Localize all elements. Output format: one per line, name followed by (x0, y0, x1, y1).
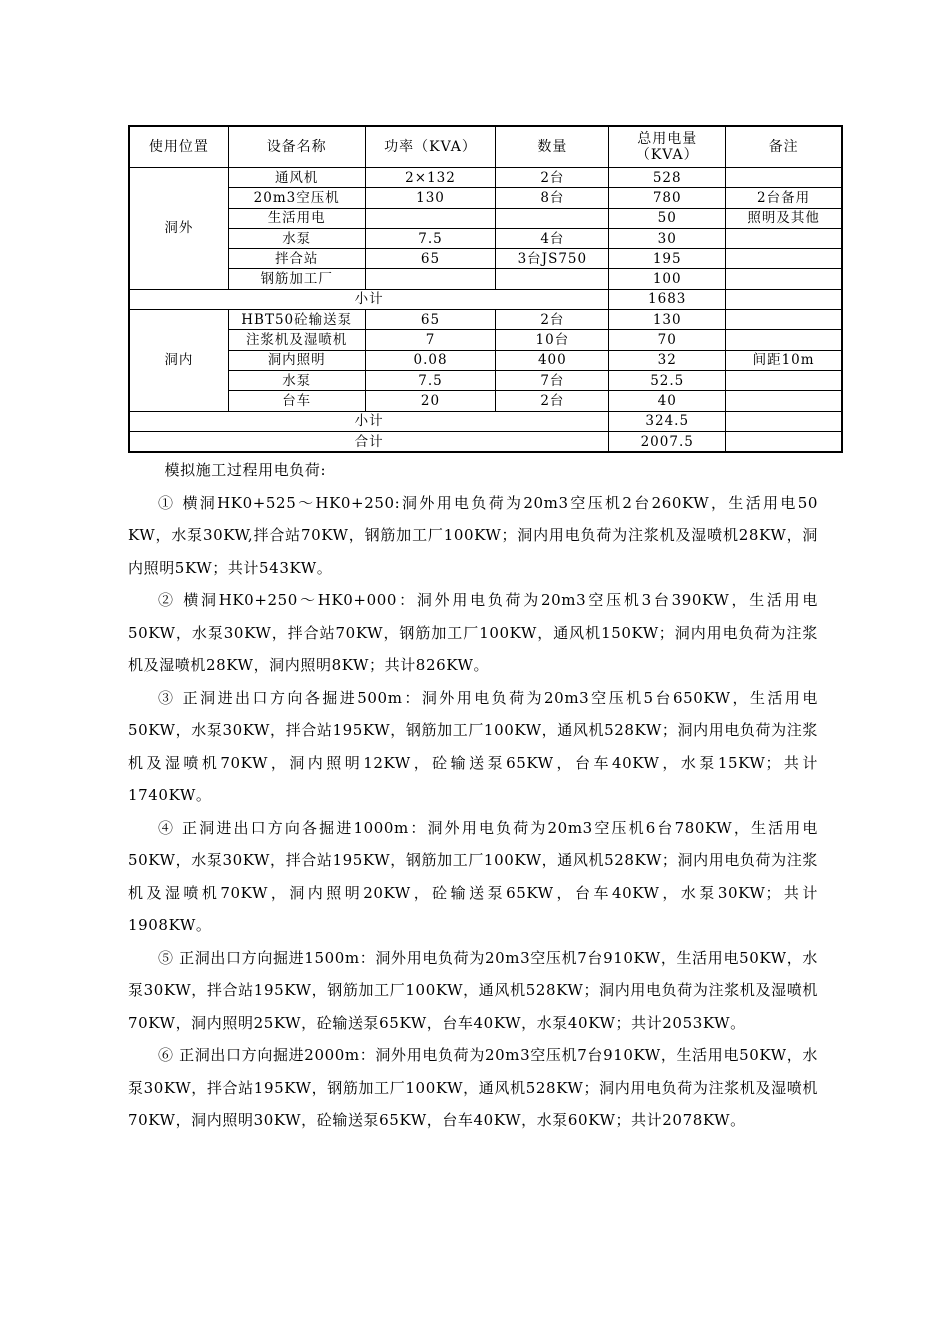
cell-name: 20m3空压机 (228, 188, 365, 208)
subtotal-label: 小计 (129, 411, 609, 431)
cell-name: 注浆机及湿喷机 (228, 330, 365, 350)
total-value: 2007.5 (609, 431, 726, 452)
paragraph-stage-4: ④ 正洞进出口方向各掘进1000m：洞外用电负荷为20m3空压机6台780KW，生活用电50KW，水泵30KW，拌合站195KW，钢筋加工厂100KW，通风机528KW；洞内用电负荷为注浆机及湿喷机70KW，洞内照明20KW，砼输送泵65KW，台车40KW，水泵30KW；共计1908KW。 (128, 818, 818, 934)
table-header-row (129, 126, 842, 168)
cell-name: 洞内照明 (228, 350, 365, 370)
subtotal-label: 小计 (129, 289, 609, 309)
total-label: 合计 (129, 431, 609, 452)
cell-qty: 2台 (496, 310, 609, 330)
cell-note (726, 330, 842, 350)
table-row (129, 330, 842, 350)
subtotal-row (129, 289, 842, 309)
cell-total: 780 (609, 188, 726, 208)
table-row (129, 188, 842, 208)
header-total-line1: 总用电量 (637, 131, 698, 147)
cell-name: 水泵 (228, 370, 365, 390)
cell-qty: 3台JS750 (496, 249, 609, 269)
cell-qty: 2台 (496, 391, 609, 411)
table-row (129, 249, 842, 269)
subtotal-row (129, 411, 842, 431)
table-row (129, 269, 842, 289)
cell-qty: 4台 (496, 228, 609, 248)
cell-qty (496, 269, 609, 289)
cell-note (726, 269, 842, 289)
table-row (129, 208, 842, 228)
total-row (129, 431, 842, 452)
cell-note: 2台备用 (726, 188, 842, 208)
cell-power: 130 (365, 188, 496, 208)
cell-note: 照明及其他 (726, 208, 842, 228)
paragraph-stage-3: ③ 正洞进出口方向各掘进500m：洞外用电负荷为20m3空压机5台650KW，生活用电50KW，水泵30KW，拌合站195KW，钢筋加工厂100KW，通风机528KW；洞内用电负荷为注浆机及湿喷机70KW，洞内照明12KW，砼输送泵65KW，台车40KW，水泵15KW；共计1740KW。 (128, 688, 818, 804)
cell-total: 195 (609, 249, 726, 269)
cell-total: 40 (609, 391, 726, 411)
cell-total: 32 (609, 350, 726, 370)
subtotal-note (726, 289, 842, 309)
cell-note (726, 228, 842, 248)
paragraph-stage-5: ⑤ 正洞出口方向掘进1500m：洞外用电负荷为20m3空压机7台910KW，生活用电50KW，水泵30KW，拌合站195KW，钢筋加工厂100KW，通风机528KW；洞内用电负荷为注浆机及湿喷机70KW，洞内照明25KW，砼输送泵65KW，台车40KW，水泵40KW；共计2053KW。 (128, 948, 818, 1032)
cell-power (365, 208, 496, 228)
cell-power (365, 269, 496, 289)
table-row (129, 228, 842, 248)
table-row (129, 370, 842, 390)
table-row (129, 168, 842, 188)
header-equipment: 设备名称 (228, 126, 365, 168)
table-row (129, 391, 842, 411)
subtotal-value: 324.5 (609, 411, 726, 431)
cell-name: 拌合站 (228, 249, 365, 269)
cell-name: 生活用电 (228, 208, 365, 228)
cell-name: 台车 (228, 391, 365, 411)
cell-power: 7.5 (365, 370, 496, 390)
subtotal-value: 1683 (609, 289, 726, 309)
cell-note: 间距10m (726, 350, 842, 370)
cell-qty: 2台 (496, 168, 609, 188)
header-quantity: 数量 (496, 126, 609, 168)
cell-power: 7.5 (365, 228, 496, 248)
cell-power: 20 (365, 391, 496, 411)
cell-power: 2×132 (365, 168, 496, 188)
cell-name: 钢筋加工厂 (228, 269, 365, 289)
cell-qty: 8台 (496, 188, 609, 208)
location-inside: 洞内 (129, 310, 228, 411)
cell-note (726, 168, 842, 188)
cell-power: 65 (365, 249, 496, 269)
cell-power: 65 (365, 310, 496, 330)
section-intro: 模拟施工过程用电负荷: (164, 461, 327, 479)
load-simulation-text (128, 454, 818, 1137)
cell-qty: 7台 (496, 370, 609, 390)
cell-total: 528 (609, 168, 726, 188)
header-power: 功率（KVA） (365, 126, 496, 168)
cell-note (726, 249, 842, 269)
cell-qty (496, 208, 609, 228)
location-outside: 洞外 (129, 168, 228, 290)
cell-power: 0.08 (365, 350, 496, 370)
cell-note (726, 310, 842, 330)
cell-name: HBT50砼输送泵 (228, 310, 365, 330)
header-total-line2: （KVA） (635, 147, 699, 163)
table-row (129, 350, 842, 370)
cell-total: 30 (609, 228, 726, 248)
header-total-power (609, 126, 726, 168)
cell-total: 100 (609, 269, 726, 289)
paragraph-stage-6: ⑥ 正洞出口方向掘进2000m：洞外用电负荷为20m3空压机7台910KW，生活用电50KW，水泵30KW，拌合站195KW，钢筋加工厂100KW，通风机528KW；洞内用电负荷为注浆机及湿喷机70KW，洞内照明30KW，砼输送泵65KW，台车40KW，水泵60KW；共计2078KW。 (128, 1046, 818, 1129)
header-location: 使用位置 (129, 126, 228, 168)
cell-note (726, 391, 842, 411)
cell-power: 7 (365, 330, 496, 350)
cell-total: 52.5 (609, 370, 726, 390)
paragraph-stage-1: ① 横洞HK0+525～HK0+250:洞外用电负荷为20m3空压机2台260KW，生活用电50 KW，水泵30KW,拌合站70KW，钢筋加工厂100KW；洞内用电负荷为注浆机及湿喷机28KW，洞内照明5KW；共计543KW。 (128, 493, 818, 577)
paragraph-stage-2: ② 横洞HK0+250～HK0+000：洞外用电负荷为20m3空压机3台390KW，生活用电50KW，水泵30KW，拌合站70KW，钢筋加工厂100KW，通风机150KW；洞内用电负荷为注浆机及湿喷机28KW，洞内照明8KW；共计826KW。 (128, 591, 818, 674)
total-note (726, 431, 842, 452)
cell-qty: 400 (496, 350, 609, 370)
cell-total: 50 (609, 208, 726, 228)
table-row (129, 310, 842, 330)
cell-qty: 10台 (496, 330, 609, 350)
cell-total: 70 (609, 330, 726, 350)
power-load-table (128, 125, 843, 453)
cell-note (726, 370, 842, 390)
cell-name: 水泵 (228, 228, 365, 248)
cell-total: 130 (609, 310, 726, 330)
subtotal-note (726, 411, 842, 431)
header-note: 备注 (726, 126, 842, 168)
cell-name: 通风机 (228, 168, 365, 188)
